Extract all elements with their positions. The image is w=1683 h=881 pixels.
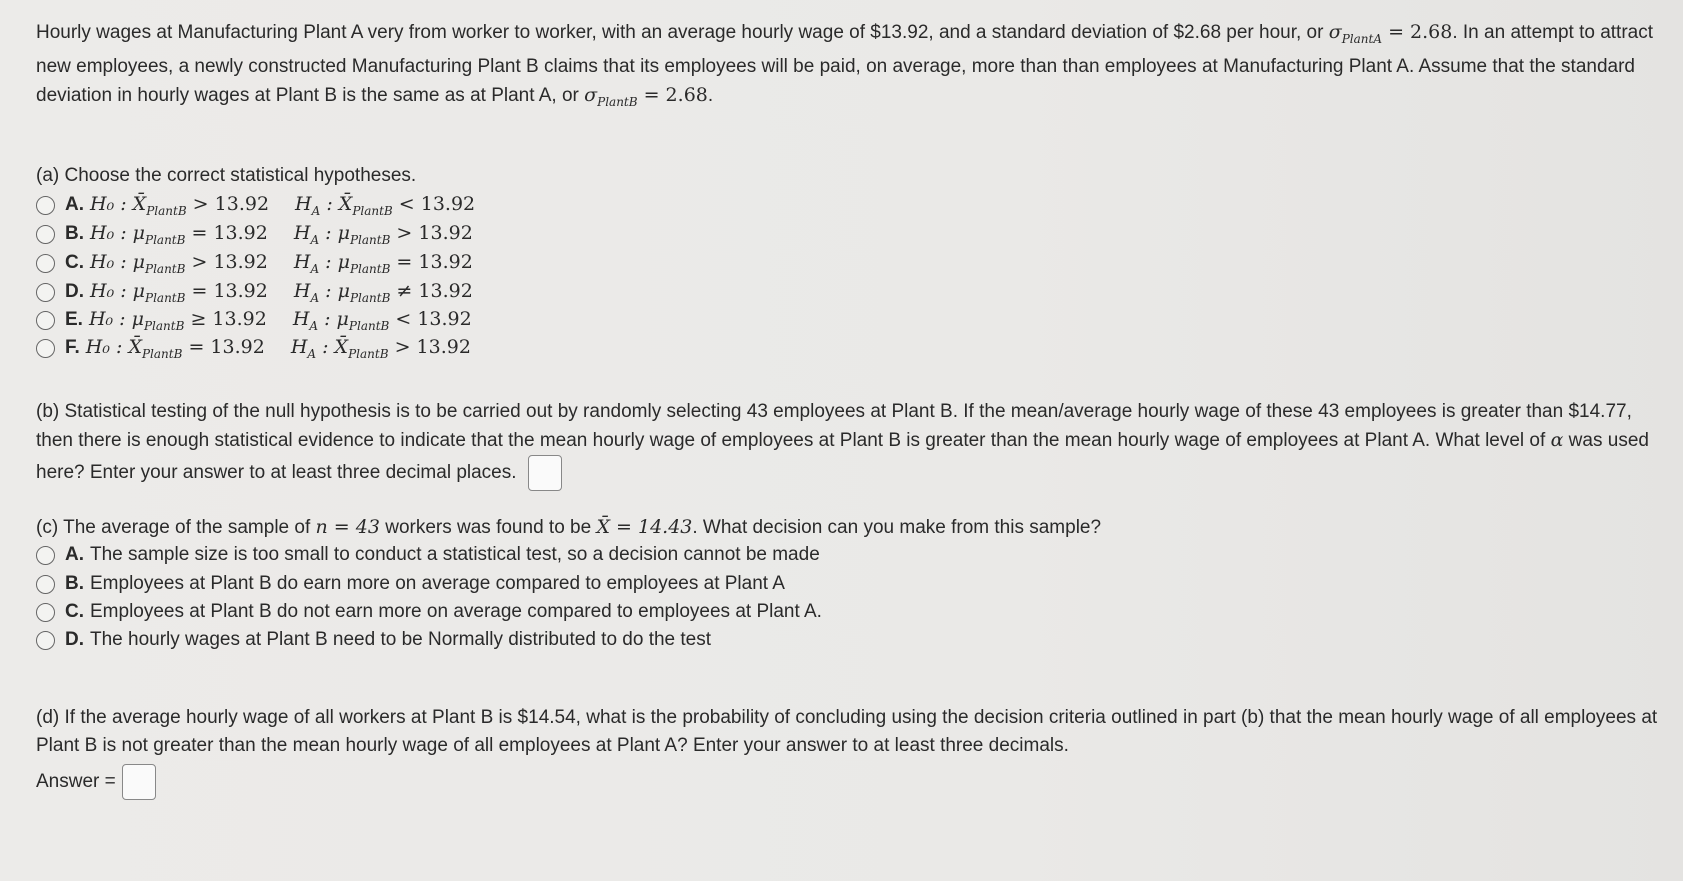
part-c-option-4[interactable] bbox=[36, 625, 711, 655]
option-letter: B. bbox=[65, 223, 84, 244]
xbar-expression: X̄ = 14.43 bbox=[596, 516, 693, 538]
option-letter: A. bbox=[65, 194, 84, 215]
radio-button[interactable] bbox=[36, 254, 55, 273]
null-hypothesis: H₀ : $\mu_{PlantB} = 13.92$ bbox=[90, 279, 268, 305]
radio-button[interactable] bbox=[36, 339, 55, 358]
intro-text-1: Hourly wages at Manufacturing Plant A very from worker to worker, with an average hourly wage of $13.92, and a standard deviation of $2.68 per hour, or bbox=[36, 22, 1324, 43]
alt-hypothesis: $H_A$ : $\mu_{PlantB} > 13.92$ bbox=[293, 221, 473, 247]
part-b-answer-input[interactable] bbox=[528, 455, 562, 491]
alt-hypothesis: $H_A$ : $X̄_{PlantB} < 13.92$ bbox=[295, 192, 476, 218]
part-a-option-1[interactable] bbox=[36, 190, 475, 220]
null-hypothesis: H₀ : $\mu_{PlantB} \ge 13.92$ bbox=[88, 307, 267, 333]
part-d-answer-input[interactable] bbox=[122, 764, 156, 800]
radio-button[interactable] bbox=[36, 283, 55, 302]
option-text: The hourly wages at Plant B need to be Normally distributed to do the test bbox=[90, 629, 712, 650]
part-c-option-2[interactable] bbox=[36, 569, 785, 599]
radio-button[interactable] bbox=[36, 311, 55, 330]
null-hypothesis: H₀ : $\mu_{PlantB} > 13.92$ bbox=[90, 250, 268, 276]
radio-button[interactable] bbox=[36, 603, 55, 622]
radio-button[interactable] bbox=[36, 631, 55, 650]
part-a-option-6[interactable] bbox=[36, 333, 471, 363]
null-hypothesis: H₀ : $X̄_{PlantB} > 13.92$ bbox=[90, 192, 270, 218]
alt-hypothesis: $H_A$ : $\mu_{PlantB} \ne 13.92$ bbox=[293, 279, 473, 305]
part-b-text: (b) Statistical testing of the null hypothesis is to be carried out by randomly selecting 43 employees at Plant B. If the mean/average hourly wage of these 43 employees is greater than $14.77, then there is enough statistical evidence to indicate that the mean hourly wage of employees at Plant B is greater than the mean hourly wage of employees at Plant A. What level of α was used here? Enter your answer to at least three decimal places. bbox=[36, 398, 1666, 491]
intro-text-2: . In an attempt to attract new employees, a newly constructed Manufacturing Plant B claims that its employees will be paid, on average, more than than employees at Manufacturing Plant A. Assume that the standard deviation in hourly wages at Plant B is the same as at Plant A, or bbox=[36, 22, 1654, 106]
part-a-option-2[interactable] bbox=[36, 219, 473, 249]
part-a-option-5[interactable] bbox=[36, 305, 472, 335]
n-expression: n = 43 bbox=[315, 516, 380, 538]
part-d-text: (d) If the average hourly wage of all workers at Plant B is $14.54, what is the probability of concluding using the decision criteria outlined in part (b) that the mean hourly wage of all employees at Plant B is not greater than the mean hourly wage of all employees at Plant A? Enter your answer to at least three decimals. bbox=[36, 707, 1658, 756]
alt-hypothesis: $H_A$ : $\mu_{PlantB} = 13.92$ bbox=[293, 250, 473, 276]
radio-button[interactable] bbox=[36, 225, 55, 244]
part-a-option-4[interactable] bbox=[36, 277, 473, 307]
null-hypothesis: H₀ : $X̄_{PlantB} = 13.92$ bbox=[85, 335, 265, 361]
option-letter: B. bbox=[65, 573, 84, 594]
radio-button[interactable] bbox=[36, 546, 55, 565]
alt-hypothesis: $H_A$ : $\mu_{PlantB} < 13.92$ bbox=[292, 307, 472, 333]
part-a-option-3[interactable] bbox=[36, 248, 473, 278]
sigma-plant-b: $\sigma_{PlantB} = 2.68$ bbox=[584, 83, 708, 109]
part-c-option-1[interactable] bbox=[36, 540, 820, 570]
null-hypothesis: H₀ : $\mu_{PlantB} = 13.92$ bbox=[90, 221, 268, 247]
option-letter: D. bbox=[65, 629, 84, 650]
option-letter: C. bbox=[65, 252, 84, 273]
alpha-symbol: α bbox=[1550, 429, 1564, 451]
option-letter: F. bbox=[65, 337, 80, 358]
option-text: Employees at Plant B do earn more on average compared to employees at Plant A bbox=[90, 573, 785, 594]
option-letter: E. bbox=[65, 309, 83, 330]
part-a-prompt: (a) Choose the correct statistical hypotheses. bbox=[36, 165, 417, 186]
option-text: The sample size is too small to conduct a statistical test, so a decision cannot be made bbox=[90, 544, 820, 565]
radio-button[interactable] bbox=[36, 575, 55, 594]
option-text: Employees at Plant B do not earn more on average compared to employees at Plant A. bbox=[90, 601, 822, 622]
option-letter: D. bbox=[65, 281, 84, 302]
part-c-prompt: (c) The average of the sample of n = 43 workers was found to be X̄ = 14.43. What decision can you make from this sample? bbox=[36, 516, 1102, 538]
part-d-answer-row bbox=[36, 764, 156, 800]
option-letter: A. bbox=[65, 544, 84, 565]
part-c-option-3[interactable] bbox=[36, 597, 822, 627]
option-letter: C. bbox=[65, 601, 84, 622]
sigma-plant-a: $\sigma_{PlantA} = 2.68$ bbox=[1328, 21, 1453, 46]
alt-hypothesis: $H_A$ : $X̄_{PlantB} > 13.92$ bbox=[290, 335, 471, 361]
problem-intro: Hourly wages at Manufacturing Plant A very from worker to worker, with an average hourly wage of $13.92, and a standard deviation of $2.68 per hour, or $\sigma_{PlantA} = 2.68$. In an attempt to attract new employees, a newly constructed Manufacturing Plant B claims that its employees will be paid, on average, more than than employees at Manufacturing Plant A. Assume that the standard deviation in hourly wages at Plant B is the same as at Plant A, or $\sigma_{PlantB} = 2.68$. bbox=[36, 21, 1654, 109]
radio-button[interactable] bbox=[36, 196, 55, 215]
answer-label: Answer = bbox=[36, 771, 116, 792]
